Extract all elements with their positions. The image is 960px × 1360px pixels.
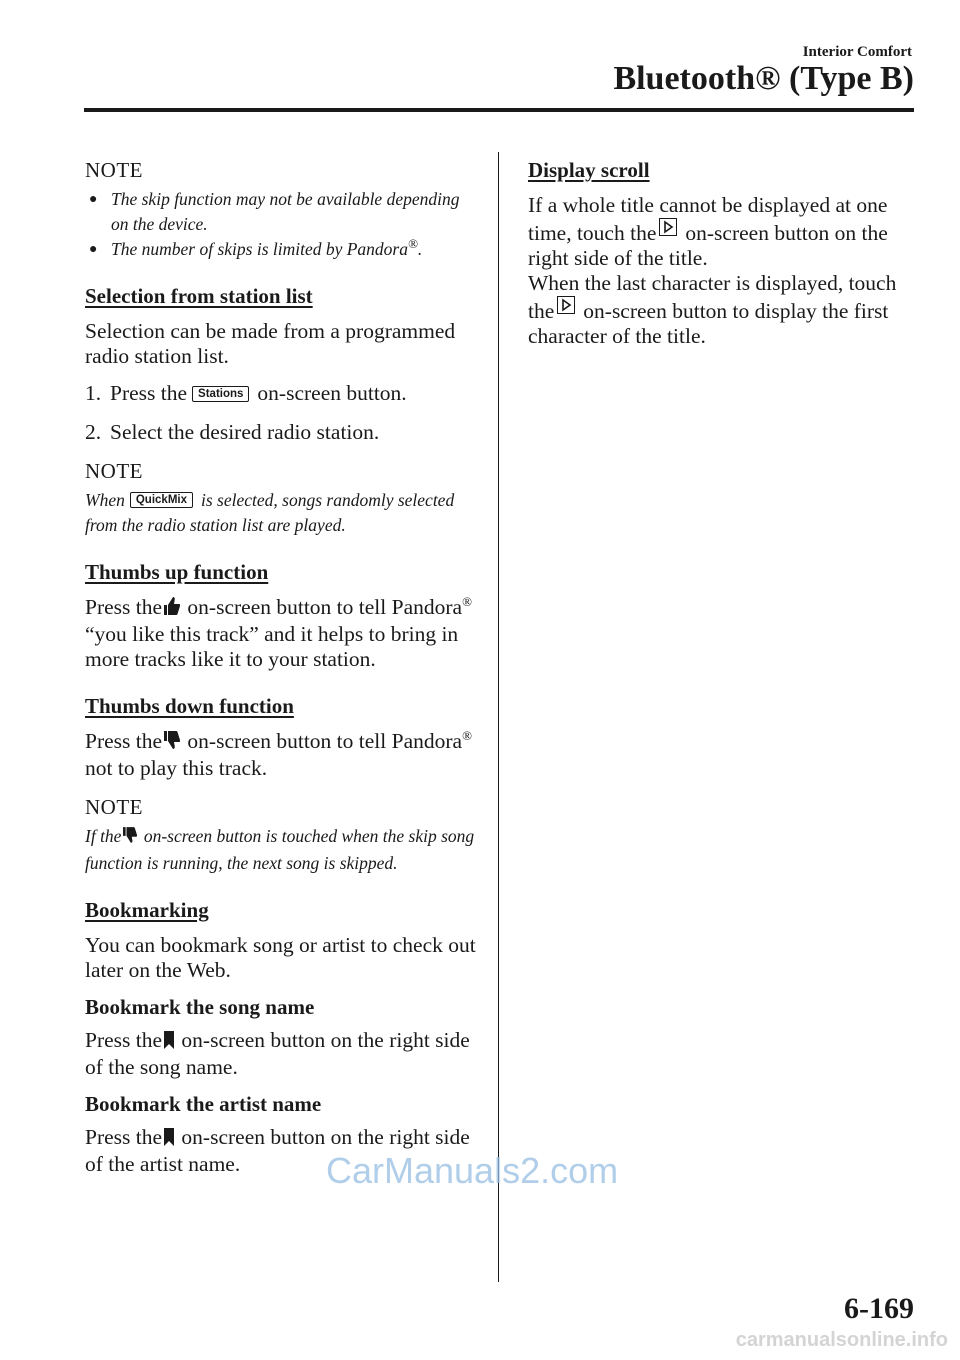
header-rule xyxy=(84,108,914,112)
header-section-label: Interior Comfort xyxy=(802,44,912,60)
section-heading-thumbs-down: Thumbs down function xyxy=(85,694,294,718)
right-column xyxy=(528,158,913,349)
bullet-icon: ● xyxy=(89,242,98,257)
page-title: Bluetooth® (Type B) xyxy=(613,60,914,97)
column-divider xyxy=(498,152,499,1282)
step-1: 1. Press the Stations on-screen button. xyxy=(85,381,407,405)
paragraph: If a whole title cannot be displayed at one time, touch the on-screen button on the right side of the title. xyxy=(528,193,888,270)
paragraph: Press the on-screen button to tell Pandora® “you like this track” and it helps to bring in more tracks like it to your station. xyxy=(85,593,472,671)
bookmark-song-label: Bookmark the song name xyxy=(85,995,315,1019)
note-bullet: ● The number of skips is limited by Pandora®. xyxy=(85,237,480,262)
play-triangle-icon xyxy=(557,296,575,314)
bookmark-icon xyxy=(164,1127,174,1152)
step-2: 2. Select the desired radio station. xyxy=(85,420,380,444)
note-label: NOTE xyxy=(85,459,143,483)
section-heading-station-list: Selection from station list xyxy=(85,284,313,308)
paragraph: Press the on-screen button on the right side of the song name. xyxy=(85,1028,470,1079)
bookmark-icon xyxy=(164,1030,174,1055)
watermark-center: CarManuals2.com xyxy=(326,1150,619,1191)
paragraph: When the last character is displayed, touch the on-screen button to display the first character of the title. xyxy=(528,271,897,348)
stations-button-image: Stations xyxy=(192,386,249,402)
note-label: NOTE xyxy=(85,158,143,182)
thumbs-down-icon xyxy=(164,730,180,756)
note-text: When QuickMix is selected, songs randomly selected from the radio station list are played. xyxy=(85,490,455,535)
section-heading-bookmarking: Bookmarking xyxy=(85,898,209,922)
play-triangle-icon xyxy=(659,218,677,236)
section-heading-thumbs-up: Thumbs up function xyxy=(85,560,269,584)
watermark-bottom: carmanualsonline.info xyxy=(735,1329,948,1351)
note-text: If the on-screen button is touched when the skip song function is running, the next song is skipped. xyxy=(85,826,475,873)
paragraph: You can bookmark song or artist to check out later on the Web. xyxy=(85,933,476,982)
note-label: NOTE xyxy=(85,795,143,819)
thumbs-down-icon xyxy=(123,826,137,851)
bookmark-artist-label: Bookmark the artist name xyxy=(85,1092,322,1116)
note-bullet: ● The skip function may not be available depending on the device. xyxy=(89,189,460,234)
section-heading-display-scroll: Display scroll xyxy=(528,158,650,182)
page-number: 6-169 xyxy=(844,1292,914,1325)
paragraph: Selection can be made from a programmed radio station list. xyxy=(85,319,456,368)
thumbs-up-icon xyxy=(164,596,180,622)
quickmix-button-image: QuickMix xyxy=(130,492,193,508)
left-column xyxy=(85,158,480,1177)
paragraph: Press the on-screen button on the right side of the artist name. xyxy=(85,1125,470,1176)
bullet-icon: ● xyxy=(89,192,98,207)
paragraph: Press the on-screen button to tell Pandora® not to play this track. xyxy=(85,727,472,780)
